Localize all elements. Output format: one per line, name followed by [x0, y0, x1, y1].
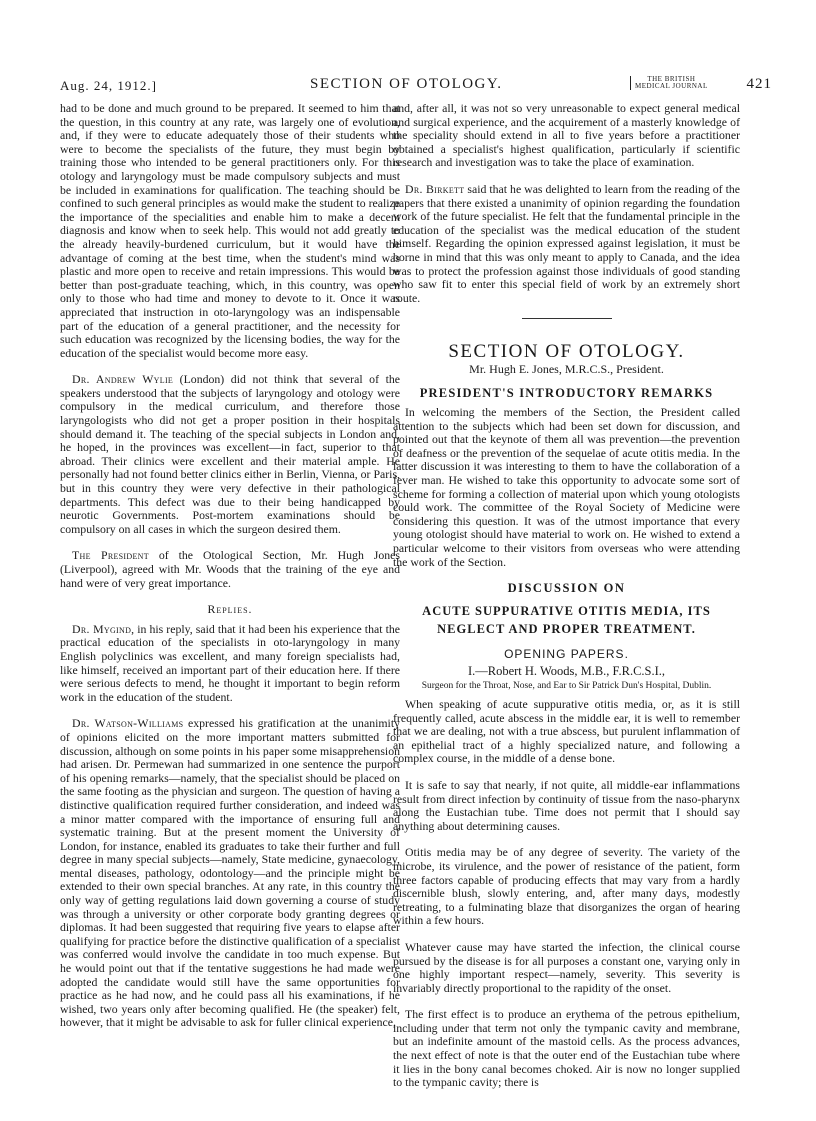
journal-name-line1: THE BRITISH — [647, 75, 696, 83]
paragraph-body: Otitis media may be of any degree of severity. The variety of the microbe, its virulence, and the power of resistance of the patient, form three factors capable of producing effects that may vary from a hardly discernible blush, slowly entering, and, after many days, modestly retreating, to a fulminating blaze that disorganizes the organ of hearing within a few hours. — [393, 845, 740, 928]
speaker-name: The President — [72, 548, 149, 563]
paragraph-body: Whatever cause may have started the infection, the clinical course pursued by the disease is for all purposes a constant one, varying only in one highly important respect—namely, severity. This severity is invariably directly proportional to the rapidity of the onset. — [393, 939, 740, 995]
paper-author: I.—Robert H. Woods, M.B., F.R.C.S.I., — [467, 664, 666, 679]
opening-papers-heading: OPENING PAPERS. — [504, 646, 629, 661]
speaker-name: Dr. Andrew Wylie — [72, 372, 174, 387]
section-president: Mr. Hugh E. Jones, M.R.C.S., President. — [469, 361, 664, 376]
header-date: Aug. 24, 1912.] — [60, 78, 157, 93]
paragraph-continued: had to be done and much ground to be prepared. It seemed to him that the question, in this country at any rate, was largely one of evolution, and, if they were to educate adequately those of their students who were to become the specialists of the future, they must begin by training those who intended to be general practitioners only. For this otology and laryngology must be made compulsory subjects and must be included in examinations for qualification. The teaching should be confined to such general principles as would make the student to realize the importance of the specialities and enable him to make a decent diagnosis and know when to seek help. This would not add greatly to the already heavily-burdened curriculum, but it would have the advantage of coming at the best time, when the student's mind was plastic and more open to receive and retain impressions. This would be better than post-graduate teaching, which, in this country, was open only to those who had time and money to devote to it. Once it was appreciated that instruction in oto-laryngology was an indispensable part of the education of a general practitioner, and the necessity for such education was recognized by the licensing bodies, the way for the education of the specialist would become more easy. — [60, 101, 400, 360]
section-divider — [522, 318, 612, 319]
discussion-title-line2: NEGLECT AND PROPER TREATMENT. — [437, 621, 696, 636]
paragraph-body: The first effect is to produce an erythema of the petrous epithelium, including under that term not only the tympanic cavity and membrane, but an indefinite amount of the mastoid cells. As the process advances, the next effect of note is that the outer end of the Eustachian tube where it lies in the bony canal becomes choked. Air is now no longer supplied to the tympanic cavity; there is — [393, 1007, 740, 1090]
author-affiliation: Surgeon for the Throat, Nose, and Ear to Sir Patrick Dun's Hospital, Dublin. — [421, 681, 712, 691]
paragraph-body: When speaking of acute suppurative otitis media, or, as it is still frequently called, acute abscess in the middle ear, it is well to remember that we are dealing, not with a true abscess, but purulent inflammation of an epithelial tract of a highly specialized nature, and following a complex course, in the middle of a dense bone. — [393, 697, 740, 766]
speaker-name: Dr. Watson-Williams — [72, 716, 184, 731]
section-title: SECTION OF OTOLOGY. — [448, 341, 685, 363]
replies-heading: Replies. — [207, 602, 253, 617]
speaker-name: Dr. Birkett — [405, 181, 465, 196]
paragraph-body: It is safe to say that nearly, if not quite, all middle-ear inflammations result from direct infection by continuity of tissue from the naso-pharynx along the Eustachian tube. Time does not permit that I should say anything about determining causes. — [393, 777, 740, 833]
discussion-title — [393, 602, 740, 638]
introductory-remarks-heading: PRESIDENT'S INTRODUCTORY REMARKS — [419, 385, 714, 400]
speaker-name: Dr. Mygind — [72, 621, 132, 636]
journal-name-line2: MEDICAL JOURNAL — [635, 82, 708, 90]
paragraph-mygind — [60, 623, 400, 705]
paragraph-text: said that he was delighted to learn from the reading of the papers that there existed a unanimity of opinion regarding the foundation work of the future specialist. He felt that the fundamental principle in the education of the specialist was the medical education of the student himself. Regarding the opinion expressed against legislation, it must be borne in mind that this was only meant to apply to Canada, and the idea was to protect the profession against those individuals of good standing who saw fit to enter this special field of work by an extremely short route. — [393, 181, 740, 305]
paragraph-president — [60, 549, 400, 590]
paragraph-text: (London) did not think that several of the speakers understood that the subjects of laryngology and otology were compulsory in the medical curriculum, and therefore those laryngologists who did not get a proper position in their hospitals should demand it. The teaching of the special subjects in London and, he hoped, in the provinces was excellent—in fact, superior to that abroad. Their clinics were excellent and their material ample. He personally had not found better clinics either in Berlin, Vienna, or Paris, but in this country they were very defective in their pathological departments. This defect was due to their being handicapped by neurotic Governments. Post-mortem examinations should be compulsory on all cases in which the surgeon desired them. — [60, 372, 400, 536]
discussion-heading: DISCUSSION ON — [507, 581, 626, 596]
paragraph-watson-williams — [60, 717, 400, 1030]
left-column — [60, 102, 400, 1043]
paragraph-text: expressed his gratification at the unanimity of opinions elicited on the more important matters submitted for discussion, although on some points in his paper some misapprehension had arisen. Dr. Permewan had summarized in one sentence the purport of his opening remarks—namely, that the specialist should be placed on the same footing as the physician and surgeon. The question of having a distinctive qualification required further consideration, and indeed was a minor matter compared with the importance of ensuring full and systematic training. But at the present moment the University of London, for instance, enabled its graduates to take their further and full degree in many special subjects—namely, State medicine, gynaecology, mental diseases, pathology, odontology—and the principle might be extended to their own special branches. At any rate, in this country the only way of getting regulations laid down governing a course of study was through a university or other corporate body granting degrees or diplomas. It had been suggested that requiring five years to elapse after qualifying for practice before the distinctive qualification of a specialist was conferred would involve the candidate in too much expense. But he would point out that if the tentative suggestions he had made were adopted the candidate would still have the same opportunities for practice as he had now, and he could pass all his examinations, if he wished, two years only after becoming qualified. He (the speaker) felt, however, that it might be advisable to ask for fuller clinical experience, — [60, 716, 400, 1030]
paragraph-continued: and, after all, it was not so very unreasonable to expect general medical and surgical experience, and the acquirement of a masterly knowledge of the speciality should extend in all to five years before a practitioner obtained a specialist's highest qualification, particularly if scientific research and investigation was to take the place of examination. — [393, 101, 740, 170]
paragraph-birkett — [393, 183, 740, 305]
journal-masthead — [630, 76, 708, 90]
header-section-title: SECTION OF OTOLOGY. — [310, 76, 503, 92]
discussion-title-line1: ACUTE SUPPURATIVE OTITIS MEDIA, ITS — [422, 603, 711, 618]
page-number: 421 — [746, 76, 772, 92]
running-header — [60, 74, 772, 100]
paragraph-text: , in his reply, said that it had been his experience that the practical education of the specialists in oto-laryngology in many English polyclinics was excellent, and many foreign specialists had, like himself, received an important part of their education here. If there were serious defects to mend, he thought it important to begin reform work in the education of the student. — [60, 621, 400, 704]
paragraph-wylie — [60, 373, 400, 536]
paragraph-text: of the Otological Section, Mr. Hugh Jones (Liverpool), agreed with Mr. Woods that the training of the eye and hand were of very great importance. — [60, 548, 400, 590]
paragraph-president-remarks: In welcoming the members of the Section, the President called attention to the subjects which had been set down for discussion, and pointed out that the keynote of them all was prevention—the prevention of deafness or the prevention of the sequelae of acute otitis media. In the latter discussion it was interesting to them to have the collaboration of a fever man. He wished to take this opportunity to advocate some sort of scheme for forming a collection of material upon which young otologists could work. The committee of the Royal Society of Medicine were considering this question. It was of the utmost importance that every young otologist should have material to work on. He wished to extend a particular welcome to their visitors from overseas who were attending the work of the Section. — [393, 405, 740, 569]
right-column — [393, 102, 740, 1103]
